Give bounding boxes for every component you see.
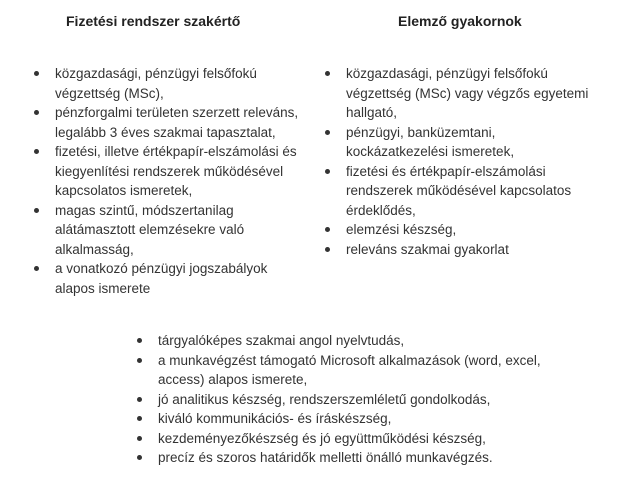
analyst-intern-requirements-list [346,64,596,259]
list-item: elemzési készség, [346,220,596,240]
list-item: jó analitikus készség, rendszerszemléletű gondolkodás, [158,390,578,410]
list-item: releváns szakmai gyakorlat [346,240,596,260]
column-title-analyst-intern: Elemző gyakornok [398,13,522,29]
list-item: fizetési, illetve értékpapír-elszámolási és kiegyenlítési rendszerek működésével kapcsolatos ismeretek, [55,142,301,201]
list-item: közgazdasági, pénzügyi felsőfokú végzettség (MSc) vagy végzős egyetemi hallgató, [346,64,596,123]
common-requirements-list [158,331,578,468]
list-item: pénzforgalmi területen szerzett releváns, legalább 3 éves szakmai tapasztalat, [55,103,301,142]
list-item: fizetési és értékpapír-elszámolási rendszerek működésével kapcsolatos érdeklődés, [346,162,596,221]
list-item: kezdeményezőkészség és jó együttműködési készség, [158,429,578,449]
list-item: közgazdasági, pénzügyi felsőfokú végzettség (MSc), [55,64,301,103]
list-item: pénzügyi, banküzemtani, kockázatkezelési ismeretek, [346,123,596,162]
list-item: precíz és szoros határidők melletti önálló munkavégzés. [158,448,578,468]
payment-expert-requirements-list [55,64,301,298]
column-title-payment-expert: Fizetési rendszer szakértő [66,13,241,29]
list-item: magas szintű, módszertanilag alátámasztott elemzésekre való alkalmasság, [55,201,301,260]
list-item: kiváló kommunikációs- és íráskészség, [158,409,578,429]
list-item: tárgyalóképes szakmai angol nyelvtudás, [158,331,578,351]
list-item: a munkavégzést támogató Microsoft alkalmazások (word, excel, access) alapos ismerete, [158,351,578,390]
list-item: a vonatkozó pénzügyi jogszabályok alapos ismerete [55,259,301,298]
